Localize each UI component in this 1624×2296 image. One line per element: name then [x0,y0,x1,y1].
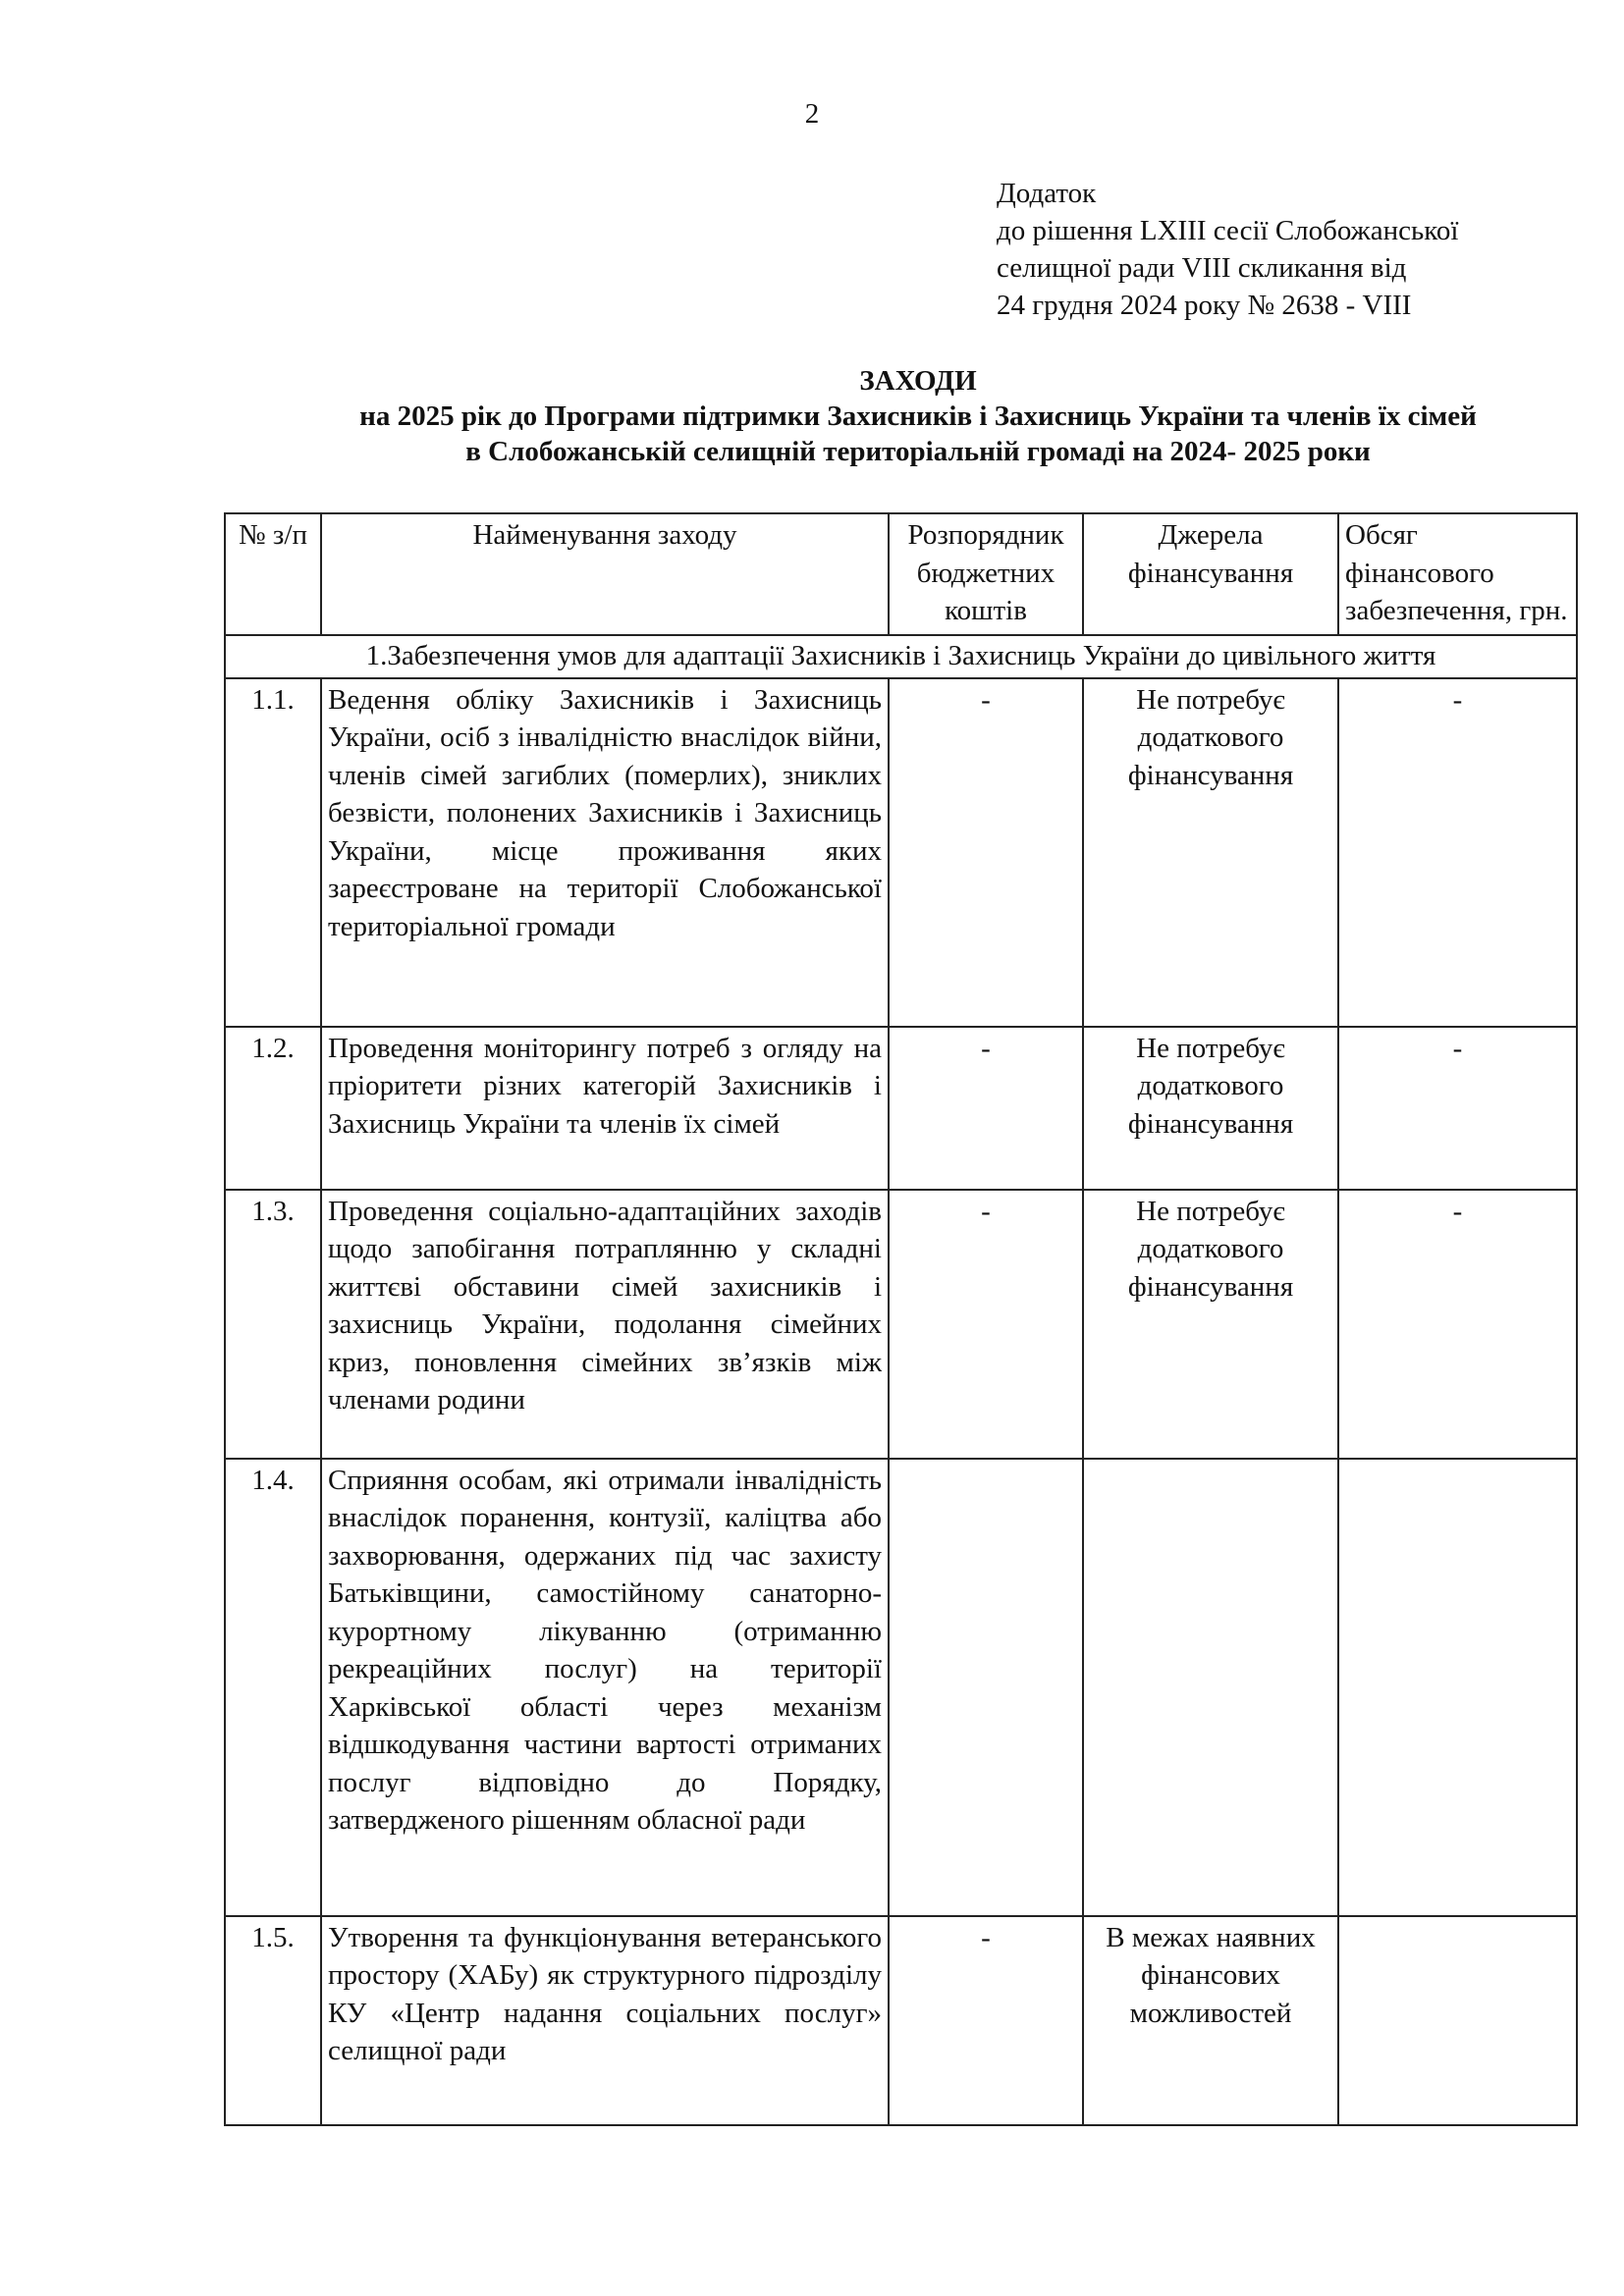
document-title [260,363,1576,469]
row-volume: - [1338,1190,1577,1459]
row-administrator: - [889,1027,1083,1190]
appendix-line: Додаток [997,178,1097,209]
row-source: Не потребує додаткового фінансування [1083,1190,1338,1459]
row-name: Утворення та функціонування ветеранського простору (ХАБу) як структурного підрозділу КУ «Центр надання соціальних послуг» селищної ради [321,1916,889,2125]
header-num: № з/п [225,513,321,635]
row-source [1083,1459,1338,1916]
appendix-note [997,175,1458,324]
row-name: Ведення обліку Захисників і Захисниць України, осіб з інвалідністю внаслідок війни, членів сімей загиблих (померлих), зниклих безвісти, полонених Захисників і Захисниць України, місце проживання яких зареєстроване на території Слобожанської територіальної громади [321,678,889,1027]
row-name: Проведення моніторингу потреб з огляду на пріоритети різних категорій Захисників і Захисниць України та членів їх сімей [321,1027,889,1190]
row-administrator: - [889,1916,1083,2125]
table-header-row [225,513,1577,635]
row-administrator [889,1459,1083,1916]
row-volume [1338,1459,1577,1916]
table-row [225,1459,1577,1916]
row-administrator: - [889,678,1083,1027]
header-administrator: Розпорядник бюджетних коштів [889,513,1083,635]
table-row [225,1190,1577,1459]
row-num: 1.4. [225,1459,321,1916]
row-administrator: - [889,1190,1083,1459]
title-heading: ЗАХОДИ [859,365,977,397]
header-volume: Обсяг фінансового забезпечення, грн. [1338,513,1577,635]
table-row [225,1027,1577,1190]
title-line: на 2025 рік до Програми підтримки Захисників і Захисниць України та членів їх сімей [359,400,1477,432]
row-name: Проведення соціально-адаптаційних заходів щодо запобігання потраплянню у складні життєві обставини сімей захисників і захисниць України, подолання сімейних криз, поновлення сімейних зв’язків між членами родини [321,1190,889,1459]
appendix-line: селищної ради VIII скликання від [997,252,1407,284]
header-name: Найменування заходу [321,513,889,635]
row-volume [1338,1916,1577,2125]
row-volume: - [1338,678,1577,1027]
appendix-line: 24 грудня 2024 року № 2638 - VIII [997,290,1412,321]
page-number: 2 [804,98,820,130]
measures-table [224,512,1578,2126]
row-name: Сприяння особам, які отримали інвалідність внаслідок поранення, контузії, каліцтва або захворювання, одержаних під час захисту Батьківщини, самостійному санаторно-курортному лікуванню (отриманню рекреаційних послуг) на території Харківської області через механізм відшкодування частини вартості отриманих послуг відповідно до Порядку, затвердженого рішенням обласної ради [321,1459,889,1916]
row-num: 1.5. [225,1916,321,2125]
table-row [225,1916,1577,2125]
row-source: Не потребує додаткового фінансування [1083,678,1338,1027]
row-num: 1.2. [225,1027,321,1190]
appendix-line: до рішення LXIII сесії Слобожанської [997,215,1459,246]
header-source: Джерела фінансування [1083,513,1338,635]
section-row [225,635,1577,678]
row-source: В межах наявних фінансових можливостей [1083,1916,1338,2125]
row-num: 1.1. [225,678,321,1027]
row-source: Не потребує додаткового фінансування [1083,1027,1338,1190]
row-volume: - [1338,1027,1577,1190]
row-num: 1.3. [225,1190,321,1459]
title-line: в Слобожанській селищній територіальній громаді на 2024- 2025 роки [465,436,1371,467]
section-title: 1.Забезпечення умов для адаптації Захисників і Захисниць України до цивільного життя [225,635,1577,678]
table-row [225,678,1577,1027]
